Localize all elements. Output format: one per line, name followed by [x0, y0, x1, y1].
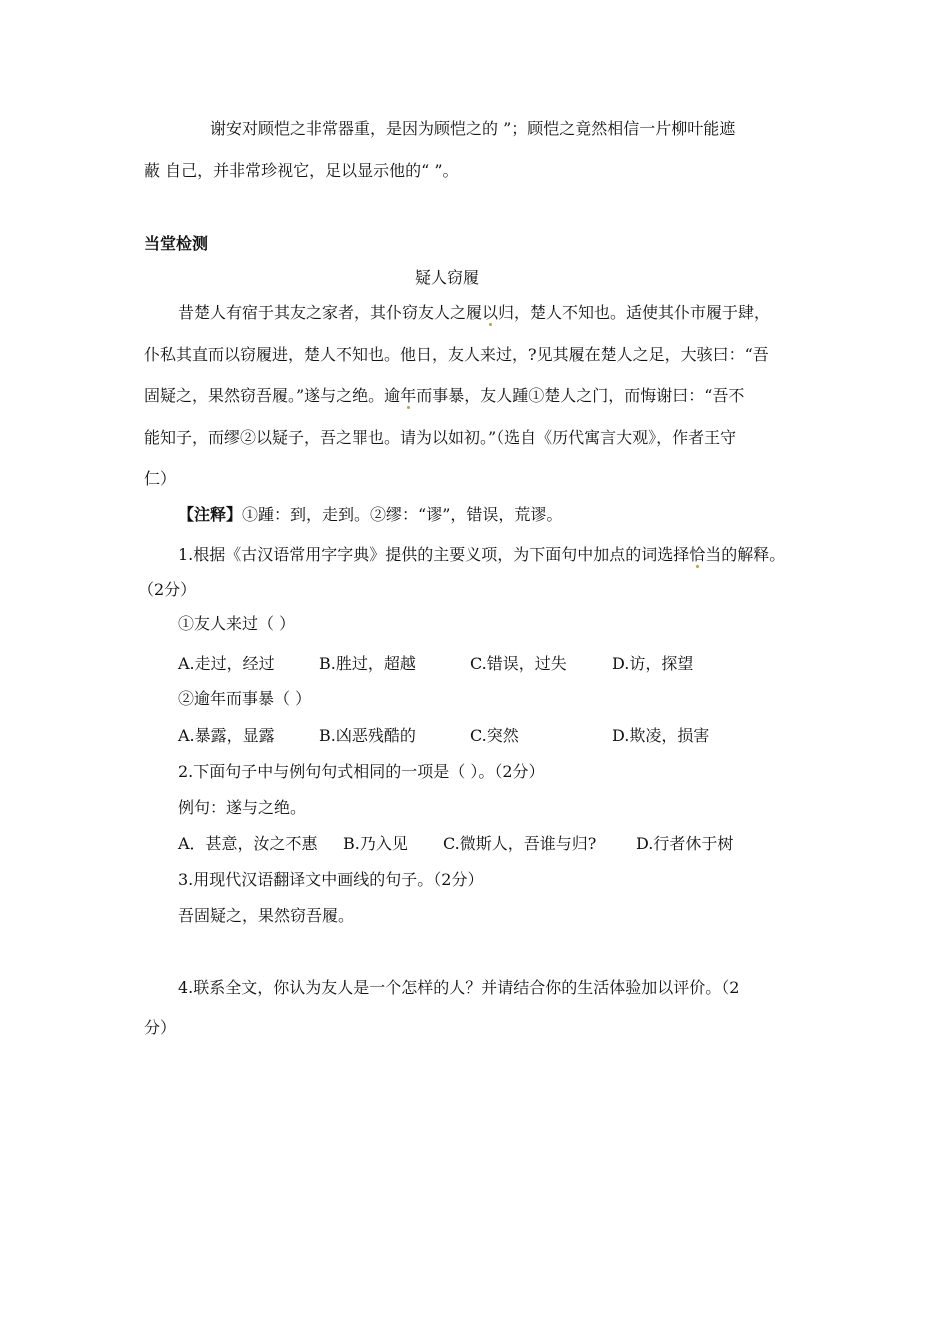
q1-sub2-option-d: D.欺凌，损害: [612, 726, 710, 745]
passage-line-2: 仆私其直而以窃履进，楚人不知也。他日，友人来过，?见其履在楚人之足，大骇曰：“吾: [144, 345, 769, 364]
emphasis-dot-char: 年: [400, 386, 417, 405]
note-text: ①踵：到，走到。②缪：“谬”，错误，荒谬。: [242, 505, 563, 524]
note-label: 【注释】: [178, 505, 243, 524]
q2-option-d: D.行者休于树: [636, 834, 734, 853]
q2-option-c: C.微斯人，吾谁与归?: [443, 834, 597, 853]
q4-prompt: 4.联系全文，你认为友人是一个怎样的人？并请结合你的生活体验加以评价。（2: [178, 978, 740, 997]
q3-sentence: 吾固疑之，果然窃吾履。: [178, 906, 355, 925]
q2-option-a: A．甚意，汝之不惠: [178, 834, 318, 853]
q1-sub2-option-a: A.暴露，显露: [178, 726, 275, 745]
note: [178, 505, 562, 525]
intro-line-2: 蔽 自己，并非常珍视它，足以显示他的“ ”。: [144, 161, 459, 180]
section-title: 当堂检测: [144, 234, 209, 253]
q1-sub1-option-c: C.错误，过失: [470, 654, 567, 673]
q2-prompt: 2.下面句子中与例句句式相同的一项是（ ）。（2分）: [178, 762, 545, 781]
q1-sub1-option-b: B.胜过，超越: [319, 654, 416, 673]
passage-line-4: 能知子，而缪②以疑子，吾之罪也。请为以如初。”（选自《历代寓言大观》，作者王守: [144, 428, 737, 447]
q2-option-b: B.乃入见: [343, 834, 408, 853]
passage-title: 疑人窃履: [415, 268, 480, 287]
passage-line-5: 仁）: [144, 469, 177, 488]
q1-sub2-option-c: C.突然: [470, 726, 519, 745]
passage-line-1: 昔楚人有宿于其友之家者，其仆窃友人之履以归，楚人不知也。适使其仆市履于肆，: [178, 303, 771, 322]
q1-score: （2分）: [138, 580, 197, 599]
q1-sub1: ①友人来过（ ）: [178, 614, 296, 633]
intro-line-1: 谢安对顾恺之非常器重，是因为顾恺之的 ”；顾恺之竟然相信一片柳叶能遮: [210, 119, 736, 138]
q1-sub2-option-b: B.凶恶残酷的: [319, 726, 416, 745]
q3-prompt: 3.用现代汉语翻译文中画线的句子。（2分）: [178, 870, 484, 889]
q2-example: 例句：遂与之绝。: [178, 798, 307, 817]
emphasis-dot-char: 恰: [689, 545, 706, 564]
q4-score: 分）: [144, 1018, 177, 1037]
q1-prompt: 1.根据《古汉语常用字字典》提供的主要义项，为下面句中加点的词选择恰当的解释。: [178, 545, 786, 564]
passage-line-3: 固疑之，果然窃吾履。”遂与之绝。逾年而事暴，友人踵①楚人之门，而悔谢曰：“吾不: [144, 386, 745, 405]
q1-sub1-option-d: D.访，探望: [612, 654, 694, 673]
q1-sub1-option-a: A.走过，经过: [178, 654, 275, 673]
q1-sub2: ②逾年而事暴（ ）: [178, 689, 312, 708]
emphasis-dot-char: 以: [482, 303, 499, 322]
